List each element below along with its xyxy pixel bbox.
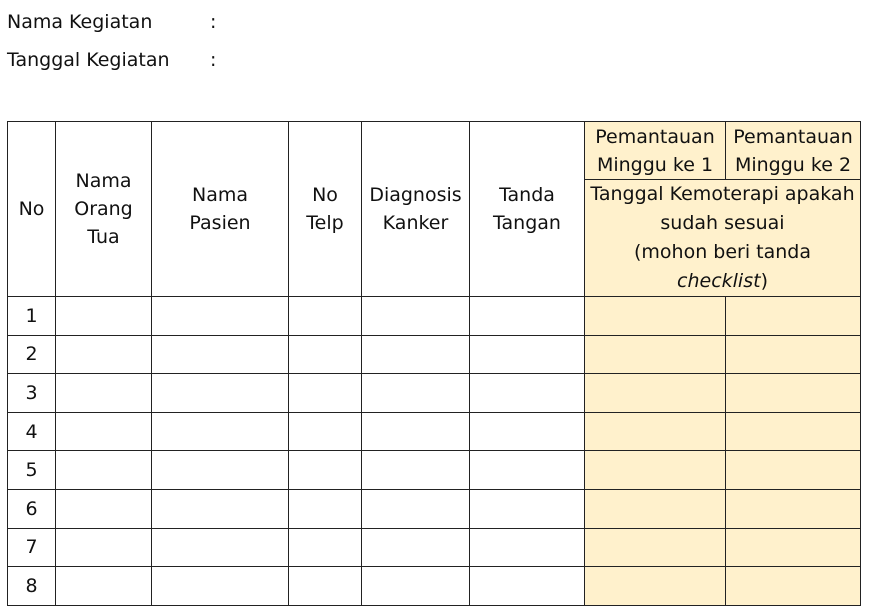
- header-no-text: No: [18, 198, 45, 220]
- row-number: 6: [8, 489, 56, 528]
- cell-nama-orang-tua[interactable]: [56, 451, 152, 490]
- row-number: 5: [8, 451, 56, 490]
- cell-pemantauan-minggu-1[interactable]: [585, 451, 726, 490]
- header-tanda-tangan: [470, 122, 585, 297]
- table-row: [8, 489, 861, 528]
- cell-no-telp[interactable]: [289, 374, 362, 413]
- cell-diagnosis-kanker[interactable]: [362, 489, 470, 528]
- header-nama-orang-tua-line2: Orang: [74, 198, 133, 220]
- note-line2: sudah sesuai: [660, 212, 785, 234]
- cell-nama-pasien[interactable]: [152, 374, 289, 413]
- field-label-nama-kegiatan: Nama Kegiatan: [7, 11, 153, 33]
- note-line4: [585, 267, 860, 296]
- cell-tanda-tangan[interactable]: [470, 374, 585, 413]
- cell-nama-pasien[interactable]: [152, 489, 289, 528]
- cell-pemantauan-minggu-1[interactable]: [585, 489, 726, 528]
- cell-diagnosis-kanker[interactable]: [362, 297, 470, 336]
- cell-tanda-tangan[interactable]: [470, 335, 585, 374]
- cell-nama-pasien[interactable]: [152, 567, 289, 606]
- header-diagnosis-kanker-line1: Diagnosis: [369, 184, 462, 206]
- cell-pemantauan-minggu-2[interactable]: [726, 528, 861, 567]
- cell-no-telp[interactable]: [289, 528, 362, 567]
- cell-diagnosis-kanker[interactable]: [362, 412, 470, 451]
- cell-nama-orang-tua[interactable]: [56, 567, 152, 606]
- header-nama-orang-tua: [56, 122, 152, 297]
- field-colon-nama-kegiatan: :: [210, 11, 217, 33]
- cell-diagnosis-kanker[interactable]: [362, 567, 470, 606]
- header-no-telp-line2: Telp: [306, 212, 344, 234]
- row-number: 8: [8, 567, 56, 606]
- header-diagnosis-kanker: [362, 122, 470, 297]
- note-line1: Tanggal Kemoterapi apakah: [590, 183, 855, 205]
- header-diagnosis-kanker-line2: Kanker: [382, 212, 449, 234]
- cell-pemantauan-minggu-2[interactable]: [726, 335, 861, 374]
- table-row: [8, 567, 861, 606]
- cell-diagnosis-kanker[interactable]: [362, 335, 470, 374]
- row-number: 4: [8, 412, 56, 451]
- cell-no-telp[interactable]: [289, 297, 362, 336]
- row-number: 7: [8, 528, 56, 567]
- field-colon-tanggal-kegiatan: :: [210, 49, 217, 71]
- header-nama-pasien-line1: Nama: [191, 184, 248, 206]
- table-row: [8, 451, 861, 490]
- row-number: 1: [8, 297, 56, 336]
- header-tanda-tangan-line1: Tanda: [499, 184, 555, 206]
- cell-nama-pasien[interactable]: [152, 297, 289, 336]
- cell-tanda-tangan[interactable]: [470, 297, 585, 336]
- cell-tanda-tangan[interactable]: [470, 489, 585, 528]
- row-number: 2: [8, 335, 56, 374]
- note-line3: (mohon beri tanda: [633, 241, 811, 263]
- cell-nama-orang-tua[interactable]: [56, 374, 152, 413]
- cell-nama-pasien[interactable]: [152, 412, 289, 451]
- header-no-telp-line1: No: [312, 184, 338, 206]
- cell-no-telp[interactable]: [289, 335, 362, 374]
- table-row: [8, 297, 861, 336]
- cell-nama-orang-tua[interactable]: [56, 528, 152, 567]
- cell-pemantauan-minggu-1[interactable]: [585, 374, 726, 413]
- cell-pemantauan-minggu-2[interactable]: [726, 451, 861, 490]
- cell-tanda-tangan[interactable]: [470, 567, 585, 606]
- cell-nama-orang-tua[interactable]: [56, 335, 152, 374]
- header-checklist-note: [585, 180, 861, 297]
- cell-nama-orang-tua[interactable]: [56, 297, 152, 336]
- header-no: [8, 122, 56, 297]
- cell-nama-orang-tua[interactable]: [56, 412, 152, 451]
- attendance-table: [7, 121, 861, 606]
- cell-nama-pasien[interactable]: [152, 335, 289, 374]
- header-tanda-tangan-line2: Tangan: [493, 212, 561, 234]
- cell-pemantauan-minggu-2[interactable]: [726, 489, 861, 528]
- cell-no-telp[interactable]: [289, 567, 362, 606]
- cell-pemantauan-minggu-2[interactable]: [726, 374, 861, 413]
- cell-diagnosis-kanker[interactable]: [362, 374, 470, 413]
- header-pemantauan-2-line2: Minggu ke 2: [734, 153, 852, 176]
- table-row: [8, 335, 861, 374]
- field-label-tanggal-kegiatan: Tanggal Kegiatan: [7, 49, 170, 71]
- table-row: [8, 412, 861, 451]
- header-pemantauan-minggu-2: [726, 122, 861, 180]
- cell-diagnosis-kanker[interactable]: [362, 451, 470, 490]
- cell-pemantauan-minggu-2[interactable]: [726, 567, 861, 606]
- cell-no-telp[interactable]: [289, 412, 362, 451]
- header-pemantauan-1-line1: Pemantauan: [595, 125, 715, 148]
- cell-tanda-tangan[interactable]: [470, 451, 585, 490]
- header-nama-pasien-line2: Pasien: [189, 212, 251, 234]
- cell-pemantauan-minggu-1[interactable]: [585, 297, 726, 336]
- header-nama-orang-tua-line1: Nama: [75, 170, 132, 192]
- row-number: 3: [8, 374, 56, 413]
- cell-nama-pasien[interactable]: [152, 528, 289, 567]
- header-pemantauan-1-line2: Minggu ke 1: [596, 153, 714, 176]
- header-nama-pasien: [152, 122, 289, 297]
- table-row: [8, 528, 861, 567]
- cell-pemantauan-minggu-2[interactable]: [726, 297, 861, 336]
- cell-no-telp[interactable]: [289, 451, 362, 490]
- header-pemantauan-minggu-1: [585, 122, 726, 180]
- table-row: [8, 374, 861, 413]
- cell-pemantauan-minggu-1[interactable]: [585, 567, 726, 606]
- header-no-telp: [289, 122, 362, 297]
- cell-pemantauan-minggu-2[interactable]: [726, 412, 861, 451]
- cell-tanda-tangan[interactable]: [470, 528, 585, 567]
- cell-diagnosis-kanker[interactable]: [362, 528, 470, 567]
- cell-no-telp[interactable]: [289, 489, 362, 528]
- cell-pemantauan-minggu-1[interactable]: [585, 335, 726, 374]
- cell-nama-pasien[interactable]: [152, 451, 289, 490]
- cell-pemantauan-minggu-1[interactable]: [585, 528, 726, 567]
- cell-nama-orang-tua[interactable]: [56, 489, 152, 528]
- cell-tanda-tangan[interactable]: [470, 412, 585, 451]
- note-checklist-word: checklist: [677, 270, 761, 292]
- cell-pemantauan-minggu-1[interactable]: [585, 412, 726, 451]
- note-closing-paren: ): [760, 270, 768, 292]
- header-pemantauan-2-line1: Pemantauan: [733, 125, 853, 148]
- header-nama-orang-tua-line3: Tua: [87, 226, 120, 248]
